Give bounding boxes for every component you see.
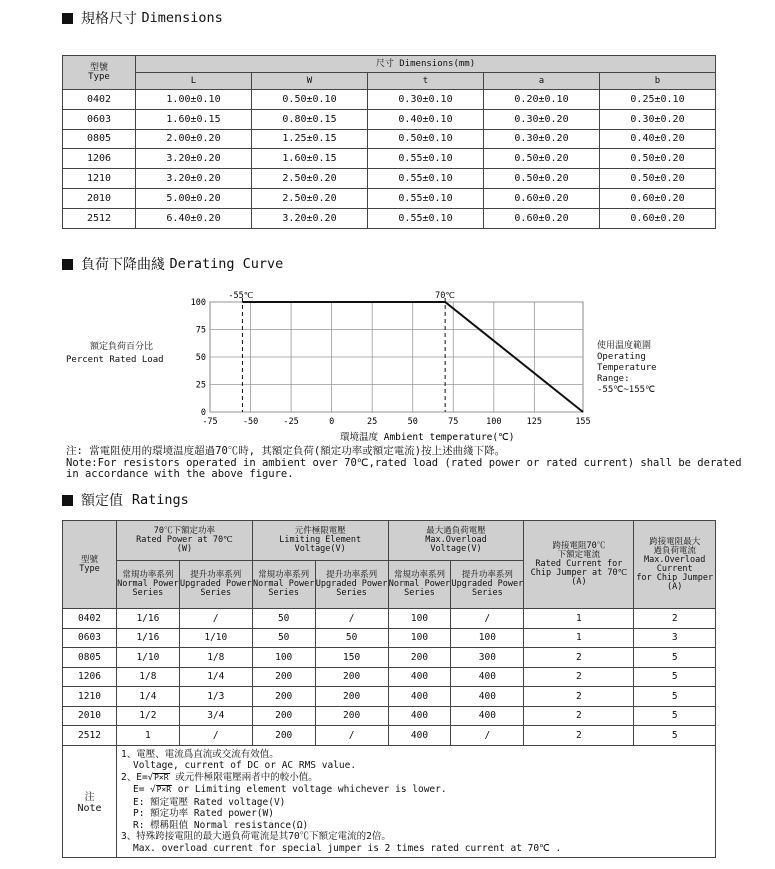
rating-cell: 5	[634, 648, 716, 668]
rating-cell: 100	[252, 648, 315, 668]
dim-cell: 1.60±0.15	[252, 149, 368, 169]
rating-cell: 400	[388, 726, 451, 746]
type-cell: 0805	[63, 129, 136, 149]
note-2-e: E: 額定電壓 Rated voltage(V)	[133, 796, 286, 808]
marker-label-left: -55℃	[228, 291, 254, 301]
jumper-overload-header: 跨接電阻最大 過負荷電流 Max.Overload Current for Chip Jumper (A)	[634, 521, 716, 609]
dim-cell: 0.60±0.20	[600, 208, 716, 228]
type-cell: 1206	[63, 149, 136, 169]
dimensions-title-cn: 規格尺寸	[81, 11, 137, 27]
rating-cell: 1	[524, 628, 634, 648]
upgraded-series-header: 提升功率系列 Upgraded Power Series	[451, 561, 524, 609]
dim-cell: 0.50±0.20	[600, 169, 716, 189]
rating-cell: 1/8	[179, 648, 252, 668]
dim-cell: 0.30±0.10	[368, 90, 484, 110]
bullet-square-icon	[62, 259, 73, 270]
rated-power-header: 70℃下額定功率 Rated Power at 70℃ (W)	[117, 521, 253, 561]
dim-cell: 3.20±0.20	[136, 169, 252, 189]
rating-cell: 1/4	[117, 687, 180, 707]
rating-cell: 3	[634, 628, 716, 648]
upgraded-series-header: 提升功率系列 Upgraded Power Series	[179, 561, 252, 609]
rating-cell: 400	[451, 687, 524, 707]
dim-cell: 3.20±0.20	[252, 208, 368, 228]
derating-note-en-1: Note:For resistors operated in ambient over 70℃,rated load (rated power or rated current) shall be derated	[66, 456, 742, 469]
dim-col-header: W	[252, 73, 368, 90]
table-row	[63, 667, 716, 687]
rating-cell: 5	[634, 667, 716, 687]
dim-cell: 5.00±0.20	[136, 188, 252, 208]
operating-range-cn: 使用温度範圍	[597, 341, 652, 351]
type-cell: 0402	[63, 609, 117, 629]
rating-cell: 200	[252, 687, 315, 707]
rating-cell: 5	[634, 726, 716, 746]
dim-cell: 0.40±0.10	[368, 109, 484, 129]
bullet-square-icon	[62, 13, 73, 24]
rating-cell: 1/8	[117, 667, 180, 687]
derating-title-cn: 負荷下降曲綫	[81, 257, 165, 273]
dimensions-title-en: Dimensions	[141, 10, 223, 26]
dim-cell: 0.50±0.20	[484, 149, 600, 169]
dim-cell: 0.50±0.20	[484, 169, 600, 189]
dimensions-section-title	[62, 8, 223, 28]
rating-cell: 400	[388, 687, 451, 707]
rating-cell: 1/16	[117, 609, 180, 629]
ratings-section-title	[62, 490, 189, 510]
x-tick-label: 100	[486, 417, 502, 427]
rating-cell: 5	[634, 706, 716, 726]
table-row	[63, 706, 716, 726]
table-row	[63, 208, 716, 228]
derating-title-en: Derating Curve	[169, 256, 284, 272]
dim-cell: 0.50±0.10	[368, 129, 484, 149]
operating-range-en-3: Range:	[597, 374, 630, 384]
dim-cell: 0.50±0.10	[252, 90, 368, 110]
y-tick-label: 0	[200, 408, 206, 418]
chart-grid	[210, 302, 583, 412]
rating-cell: /	[179, 726, 252, 746]
note-1-cn: 1、電壓、電流爲直流或交流有效值。	[121, 748, 279, 760]
rating-cell: 1/3	[179, 687, 252, 707]
rating-cell: 400	[451, 706, 524, 726]
rating-cell: /	[451, 609, 524, 629]
dim-cell: 0.30±0.20	[600, 109, 716, 129]
table-row	[63, 628, 716, 648]
dim-cell: 0.60±0.20	[600, 188, 716, 208]
rating-cell: 200	[252, 726, 315, 746]
rating-cell: 5	[634, 687, 716, 707]
dim-cell: 0.30±0.20	[484, 129, 600, 149]
marker-label-right: 70℃	[435, 291, 455, 301]
dim-cell: 2.50±0.20	[252, 169, 368, 189]
dim-col-header: b	[600, 73, 716, 90]
y-tick-label: 50	[195, 353, 206, 363]
rating-cell: 400	[388, 706, 451, 726]
rating-cell: 200	[315, 687, 388, 707]
x-tick-label: 125	[526, 417, 543, 427]
jumper-current-header: 跨接電阻70℃ 下額定電流 Rated Current for Chip Jumper at 70℃ (A)	[524, 521, 634, 609]
y-tick-label: 75	[195, 325, 206, 336]
table-row	[63, 169, 716, 189]
size-header: 尺寸 Dimensions(mm)	[136, 56, 716, 73]
note-3-cn: 3、特殊跨接電阻的最大過負荷電流是其70℃下額定電流的2倍。	[121, 831, 391, 842]
table-row	[63, 687, 716, 707]
rating-cell: 1/10	[179, 628, 252, 648]
y-tick-label: 100	[190, 298, 206, 308]
rating-cell: 2	[524, 687, 634, 707]
dim-cell: 6.40±0.20	[136, 208, 252, 228]
limiting-voltage-header: 元件極限電壓 Limiting Element Voltage(V)	[252, 521, 388, 561]
note-3-en: Max. overload current for special jumper is 2 times rated current at 70℃ .	[133, 842, 562, 854]
x-tick-label: -25	[283, 417, 299, 427]
rating-cell: 200	[315, 706, 388, 726]
dim-cell: 0.60±0.20	[484, 208, 600, 228]
rating-cell: 200	[315, 667, 388, 687]
type-cell: 0805	[63, 648, 117, 668]
normal-series-header: 常規功率系列 Normal Power Series	[388, 561, 451, 609]
type-cell: 0603	[63, 628, 117, 648]
rating-cell: 1/10	[117, 648, 180, 668]
rating-cell: 150	[315, 648, 388, 668]
rating-cell: 100	[388, 628, 451, 648]
dim-cell: 1.60±0.15	[136, 109, 252, 129]
ratings-type-header: 型號 Type	[63, 521, 117, 609]
rating-cell: 50	[252, 628, 315, 648]
rating-cell: 200	[252, 706, 315, 726]
ratings-title-en: Ratings	[131, 492, 189, 508]
type-cell: 2010	[63, 706, 117, 726]
table-row	[63, 188, 716, 208]
table-row	[63, 90, 716, 110]
dim-cell: 0.55±0.10	[368, 188, 484, 208]
bullet-square-icon	[62, 495, 73, 506]
normal-series-header: 常規功率系列 Normal Power Series	[252, 561, 315, 609]
ratings-title-cn: 額定值	[81, 493, 123, 509]
type-cell: 1206	[63, 667, 117, 687]
x-tick-label: -75	[202, 417, 218, 427]
derating-note-en-2: in accordance with the above figure.	[66, 468, 294, 480]
dim-cell: 0.60±0.20	[484, 188, 600, 208]
dim-cell: 0.20±0.10	[484, 90, 600, 110]
note-2-r: R: 標稱阻值 Normal resistance(Ω)	[133, 819, 309, 831]
operating-range-en-2: Temperature	[597, 363, 657, 373]
ratings-table	[62, 520, 716, 858]
derating-note-cn: 注: 當電阻使用的環境温度超過70℃時, 其額定負荷(額定功率或額定電流)按上述曲綫下降。	[66, 445, 506, 457]
derating-note	[66, 446, 742, 481]
table-row	[63, 149, 716, 169]
rating-cell: 200	[388, 648, 451, 668]
rating-cell: 1	[117, 726, 180, 746]
operating-range-en-1: Operating	[597, 352, 646, 362]
type-cell: 1210	[63, 687, 117, 707]
dim-col-header: a	[484, 73, 600, 90]
upgraded-series-header: 提升功率系列 Upgraded Power Series	[315, 561, 388, 609]
rating-cell: 100	[451, 628, 524, 648]
y-axis-label-en: Percent Rated Load	[66, 355, 164, 365]
rating-cell: 300	[451, 648, 524, 668]
dim-cell: 2.00±0.20	[136, 129, 252, 149]
rating-cell: /	[315, 609, 388, 629]
rating-cell: 50	[315, 628, 388, 648]
table-row	[63, 648, 716, 668]
rating-cell: 1/4	[179, 667, 252, 687]
rating-cell: 1/2	[117, 706, 180, 726]
rating-cell: 2	[524, 726, 634, 746]
x-axis-label: 環境温度 Ambient temperature(℃)	[340, 432, 515, 443]
operating-range-value: -55℃~155℃	[597, 385, 656, 395]
rating-cell: 400	[388, 667, 451, 687]
x-tick-label: 0	[329, 417, 335, 427]
note-2-p: P: 額定功率 Rated power(W)	[133, 808, 274, 819]
y-tick-label: 25	[195, 380, 206, 391]
type-cell: 2512	[63, 208, 136, 228]
rating-cell: /	[451, 726, 524, 746]
table-row	[63, 129, 716, 149]
x-tick-label: 155	[575, 417, 591, 427]
dim-cell: 3.20±0.20	[136, 149, 252, 169]
x-tick-label: 25	[367, 417, 378, 427]
table-row	[63, 109, 716, 129]
type-cell: 0402	[63, 90, 136, 110]
x-tick-label: 50	[407, 417, 418, 427]
rating-cell: 2	[524, 706, 634, 726]
rating-cell: 1/16	[117, 628, 180, 648]
dim-cell: 1.25±0.15	[252, 129, 368, 149]
dim-cell: 0.50±0.20	[600, 149, 716, 169]
note-1-en: Voltage, current of DC or AC RMS value.	[133, 760, 357, 771]
rating-cell: 2	[634, 609, 716, 629]
x-tick-label: -50	[242, 417, 259, 427]
rating-cell: 100	[388, 609, 451, 629]
dim-cell: 0.55±0.10	[368, 169, 484, 189]
dim-col-header: t	[368, 73, 484, 90]
dim-cell: 0.25±0.10	[600, 90, 716, 110]
y-axis-label-cn: 額定負荷百分比	[90, 342, 154, 352]
rating-cell: 2	[524, 667, 634, 687]
rating-cell: 3/4	[179, 706, 252, 726]
dimensions-table	[62, 55, 716, 229]
dim-cell: 0.55±0.10	[368, 149, 484, 169]
dim-cell: 0.40±0.20	[600, 129, 716, 149]
rating-cell: 400	[451, 667, 524, 687]
type-header: 型號 Type	[63, 56, 136, 90]
rating-cell: /	[179, 609, 252, 629]
type-cell: 2010	[63, 188, 136, 208]
note-label: 注 Note	[63, 745, 117, 858]
note-2-cn: 2、E=√P×R 或元件極限電壓兩者中的較小值。	[121, 771, 318, 783]
rating-cell: 200	[252, 667, 315, 687]
ratings-notes	[117, 745, 716, 858]
type-cell: 0603	[63, 109, 136, 129]
dim-cell: 0.55±0.10	[368, 208, 484, 228]
rating-cell: 50	[252, 609, 315, 629]
dim-cell: 0.30±0.20	[484, 109, 600, 129]
rating-cell: 2	[524, 648, 634, 668]
normal-series-header: 常規功率系列 Normal Power Series	[117, 561, 180, 609]
rating-cell: /	[315, 726, 388, 746]
dim-cell: 0.80±0.15	[252, 109, 368, 129]
derating-chart	[0, 280, 775, 450]
rating-cell: 1	[524, 609, 634, 629]
type-cell: 1210	[63, 169, 136, 189]
dim-col-header: L	[136, 73, 252, 90]
dim-cell: 1.00±0.10	[136, 90, 252, 110]
derating-section-title	[62, 254, 283, 274]
table-row	[63, 726, 716, 746]
type-cell: 2512	[63, 726, 117, 746]
note-2-en: E= √P×R or Limiting element voltage whichever is lower.	[133, 784, 447, 795]
overload-voltage-header: 最大過負荷電壓 Max.Overload Voltage(V)	[388, 521, 524, 561]
dim-cell: 2.50±0.20	[252, 188, 368, 208]
table-row	[63, 609, 716, 629]
x-tick-label: 75	[448, 417, 459, 427]
